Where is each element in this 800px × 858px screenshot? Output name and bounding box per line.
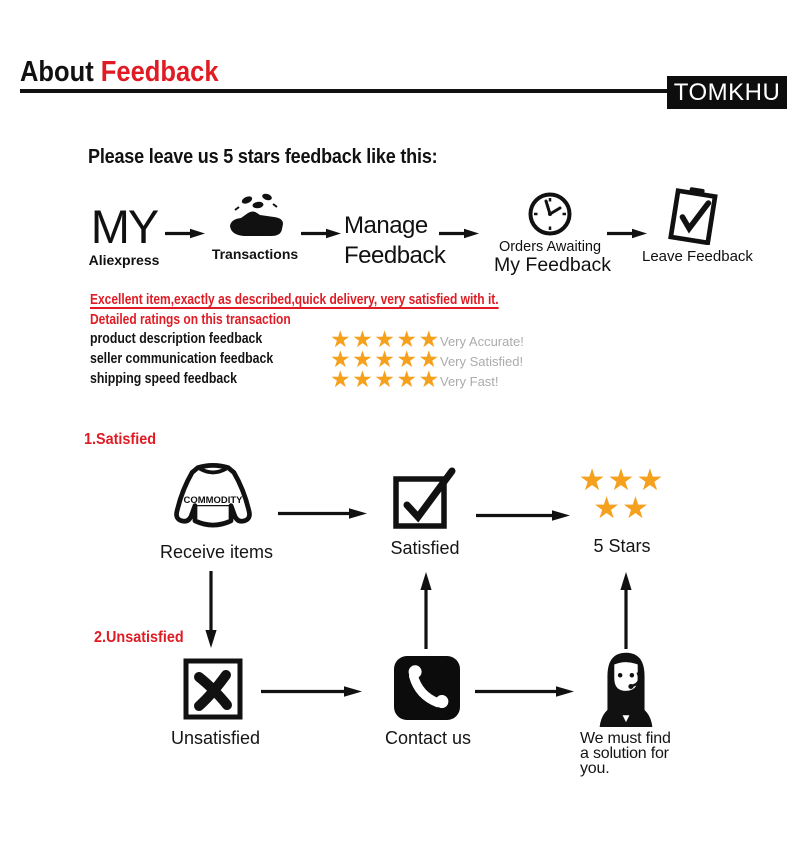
- arrow-right-icon: [476, 508, 571, 523]
- solution-line: a solution for: [580, 745, 669, 762]
- arrow-right-icon: [475, 684, 575, 699]
- my-title: MY: [90, 200, 158, 253]
- solution-line: We must find: [580, 730, 671, 747]
- node-satisfied: [383, 467, 467, 559]
- flow-node-leave-feedback: [642, 187, 753, 265]
- orders-awaiting-label: Orders Awaiting: [498, 239, 602, 255]
- five-stars-label: 5 Stars: [593, 536, 651, 556]
- arrow-up-icon: [418, 571, 434, 649]
- arrow-up-icon: [618, 571, 634, 649]
- shirt-text: COMMODITY: [183, 494, 243, 506]
- page-title-feedback: Feedback: [100, 56, 219, 88]
- unsatisfied-label: Unsatisfied: [171, 728, 261, 748]
- case-satisfied-label: 1.Satisfied: [84, 431, 157, 448]
- flow-node-transactions: [210, 192, 300, 262]
- rating-note: Very Fast!: [440, 374, 499, 389]
- receive-items-label: Receive items: [160, 542, 274, 562]
- section1-heading: Please leave us 5 stars feedback like this:: [88, 146, 438, 168]
- satisfied-label: Satisfied: [390, 538, 460, 558]
- review-quote: Excellent item,exactly as described,quick delivery, very satisfied with it.: [90, 291, 499, 308]
- page-title: [20, 56, 219, 89]
- contact-us-label: Contact us: [385, 728, 472, 748]
- rating-label: seller communication feedback: [90, 350, 274, 367]
- rating-label: product description feedback: [90, 330, 263, 347]
- five-stars-row-top: ★★★: [578, 464, 666, 497]
- rating-label: shipping speed feedback: [90, 370, 237, 387]
- my-feedback-label: My Feedback: [494, 254, 612, 276]
- support-agent-icon: [593, 645, 659, 727]
- header-divider: [20, 89, 668, 93]
- solution-text: [578, 731, 674, 776]
- solution-line: you.: [580, 760, 610, 777]
- arrow-right-icon: [438, 227, 480, 240]
- brand-badge: [667, 76, 787, 109]
- hand-coins-icon: [226, 192, 284, 244]
- arrow-right-icon: [300, 227, 342, 240]
- commodity-shirt-icon: [165, 462, 261, 536]
- arrow-right-icon: [164, 227, 206, 240]
- flow-node-orders-awaiting: [494, 191, 612, 276]
- phone-icon: [394, 656, 460, 720]
- my-subtitle: Aliexpress: [88, 252, 160, 268]
- node-solution: [578, 645, 674, 776]
- rating-stars: ★★★★★: [330, 346, 441, 372]
- five-stars-row-bottom: ★★: [593, 492, 651, 525]
- node-contact-us: [385, 656, 472, 749]
- flow-node-my-aliexpress: [88, 200, 160, 268]
- node-unsatisfied: [171, 656, 261, 749]
- arrow-right-icon: [261, 684, 363, 699]
- node-five-stars: [568, 464, 676, 557]
- clipboard-check-icon: [666, 187, 722, 245]
- rating-stars: ★★★★★: [330, 326, 441, 352]
- node-receive-items: [160, 462, 274, 563]
- leave-feedback-label: Leave Feedback: [642, 248, 753, 265]
- arrow-right-icon: [278, 506, 368, 521]
- ratings-title: Detailed ratings on this transaction: [90, 311, 291, 328]
- transactions-label: Transactions: [211, 246, 299, 262]
- flow-node-manage-feedback: Manage Feedback: [344, 212, 446, 269]
- rating-note: Very Satisfied!: [440, 354, 524, 369]
- rating-note: Very Accurate!: [440, 334, 524, 349]
- page-title-about: About: [20, 56, 94, 88]
- checkbox-checked-icon: [393, 467, 457, 529]
- rating-stars: ★★★★★: [330, 366, 441, 392]
- case-unsatisfied-label: 2.Unsatisfied: [94, 629, 184, 646]
- arrow-down-icon: [203, 571, 219, 649]
- checkbox-x-icon: [182, 656, 244, 720]
- brand-name: TOMKHU: [673, 78, 781, 106]
- clock-icon: [527, 191, 573, 237]
